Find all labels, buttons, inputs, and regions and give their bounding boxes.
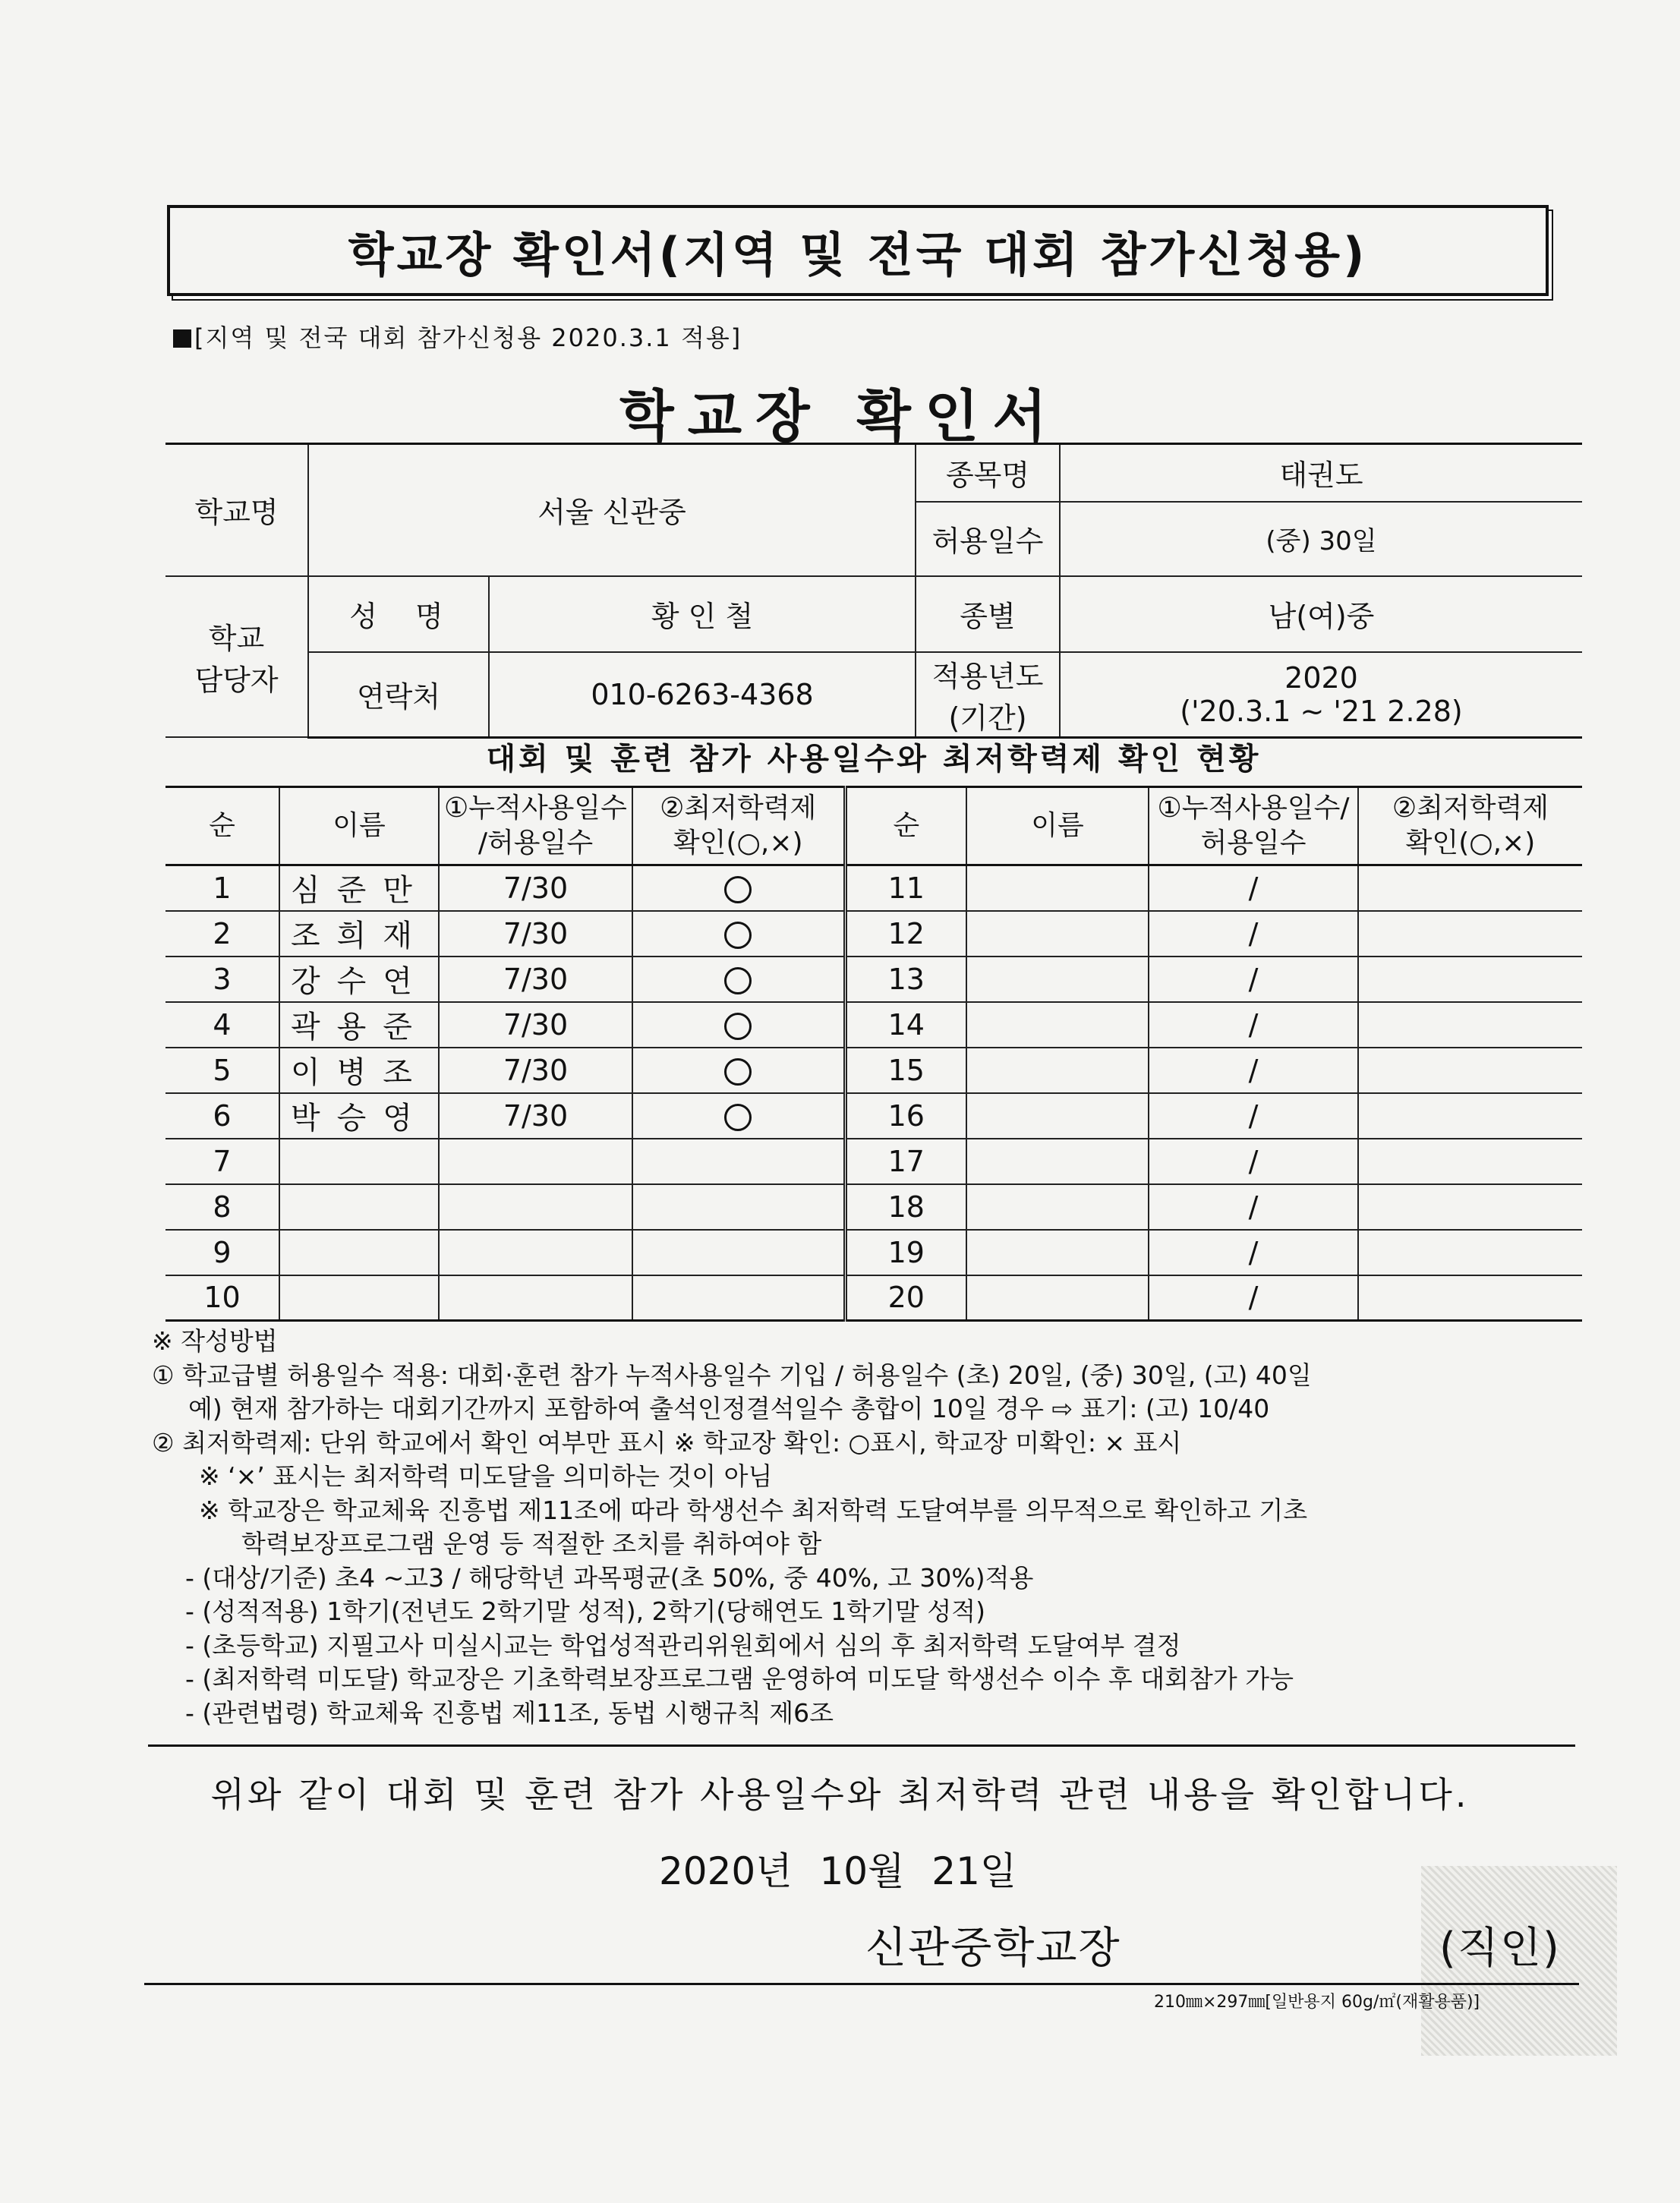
row-number: 3 — [165, 957, 279, 1002]
row-number: 19 — [845, 1230, 966, 1275]
note-item: - (성적적용) 1학기(전년도 2학기말 성적), 2학기(당해연도 1학기말 성적) — [185, 1596, 986, 1626]
min-achievement-mark — [1358, 1093, 1582, 1139]
cumulative-days: / — [1149, 957, 1358, 1002]
row-number: 16 — [845, 1093, 966, 1139]
cumulative-days: / — [1149, 1275, 1358, 1321]
row-number: 14 — [845, 1002, 966, 1048]
min-achievement-mark — [1358, 1002, 1582, 1048]
student-name — [966, 957, 1149, 1002]
student-name — [279, 1139, 439, 1184]
header-min-left-line2: 확인(○,×) — [673, 827, 803, 859]
note-item: ※ ‘×’ 표시는 최저학력 미도달을 의미하는 것이 아님 — [199, 1461, 773, 1491]
min-achievement-mark — [1358, 1184, 1582, 1230]
main-title: 학교장 확인서 — [619, 384, 1061, 449]
header-days-right — [1149, 787, 1358, 865]
header-min-left — [632, 787, 845, 865]
status-table-body — [165, 865, 1582, 1321]
row-number: 7 — [165, 1139, 279, 1184]
note-item: 예) 현재 참가하는 대회기간까지 포함하여 출석인정결석일수 총합이 10일 경우 ⇨ 표기: (고) 10/40 — [188, 1394, 1270, 1423]
school-name-label: 학교명 — [165, 444, 308, 576]
staff-name-value: 황 인 철 — [489, 576, 916, 652]
min-achievement-mark — [1358, 1048, 1582, 1093]
sport-label: 종목명 — [916, 444, 1060, 502]
row-number: 15 — [845, 1048, 966, 1093]
cumulative-days — [439, 1275, 632, 1321]
row-number: 1 — [165, 865, 279, 911]
row-number: 11 — [845, 865, 966, 911]
gender-value: 남(여)중 — [1060, 576, 1582, 652]
table-row — [165, 1002, 1582, 1048]
min-achievement-mark — [632, 1048, 845, 1093]
min-achievement-mark — [632, 865, 845, 911]
header-days-right-line1: ①누적사용일수/ — [1157, 793, 1350, 824]
student-name — [966, 911, 1149, 957]
cumulative-days: 7/30 — [439, 1048, 632, 1093]
table-row — [165, 1048, 1582, 1093]
status-section-title: 대회 및 훈련 참가 사용일수와 최저학력제 확인 현황 — [486, 742, 1262, 777]
student-name: 곽용준 — [279, 1002, 439, 1048]
issue-date: 2020년 10월 21일 — [659, 1849, 1017, 1893]
year-label-line1: 적용년도 — [931, 659, 1044, 693]
sport-value: 태권도 — [1060, 444, 1582, 502]
staff-label — [165, 576, 308, 738]
cumulative-days: / — [1149, 1002, 1358, 1048]
row-number: 8 — [165, 1184, 279, 1230]
min-achievement-mark — [632, 1230, 845, 1275]
cumulative-days: 7/30 — [439, 911, 632, 957]
cumulative-days: 7/30 — [439, 865, 632, 911]
table-row — [165, 865, 1582, 911]
min-achievement-mark — [1358, 865, 1582, 911]
min-achievement-mark — [1358, 911, 1582, 957]
cumulative-days — [439, 1184, 632, 1230]
min-achievement-mark — [1358, 1139, 1582, 1184]
staff-name-label: 성 명 — [308, 576, 489, 652]
row-number: 17 — [845, 1139, 966, 1184]
student-name — [966, 1275, 1149, 1321]
circle-mark-icon — [724, 1058, 752, 1086]
header-no-left: 순 — [165, 787, 279, 865]
school-info-table — [165, 443, 1582, 739]
note-item: - (대상/기준) 초4 ~고3 / 해당학년 과목평균(초 50%, 중 40%, 고 30%)적용 — [185, 1562, 1034, 1593]
min-achievement-mark — [632, 957, 845, 1002]
student-name — [279, 1184, 439, 1230]
min-achievement-mark — [632, 1093, 845, 1139]
staff-label-line1: 학교 — [208, 621, 265, 655]
cumulative-days: / — [1149, 1184, 1358, 1230]
school-name-value: 서울 신관중 — [308, 444, 916, 576]
header-name-left: 이름 — [279, 787, 439, 865]
student-name — [966, 1093, 1149, 1139]
student-name — [966, 1048, 1149, 1093]
table-row — [165, 1093, 1582, 1139]
official-seal-label: (직인) — [1439, 1924, 1561, 1973]
min-achievement-mark — [632, 1139, 845, 1184]
header-name-right: 이름 — [966, 787, 1149, 865]
table-row — [165, 1139, 1582, 1184]
row-number: 18 — [845, 1184, 966, 1230]
row-number: 13 — [845, 957, 966, 1002]
square-bullet-icon — [173, 329, 191, 348]
year-label-line2: (기간) — [948, 701, 1027, 735]
table-row — [165, 957, 1582, 1002]
cumulative-days: / — [1149, 865, 1358, 911]
student-name — [966, 1230, 1149, 1275]
allowed-days-label: 허용일수 — [916, 502, 1060, 576]
student-name — [279, 1230, 439, 1275]
cumulative-days: 7/30 — [439, 1002, 632, 1048]
header-min-left-line1: ②최저학력제 — [660, 793, 817, 824]
cumulative-days: / — [1149, 1093, 1358, 1139]
cumulative-days: / — [1149, 1048, 1358, 1093]
circle-mark-icon — [724, 1104, 752, 1131]
header-min-right — [1358, 787, 1582, 865]
staff-label-line2: 담당자 — [194, 663, 279, 697]
header-days-right-line2: 허용일수 — [1200, 827, 1306, 859]
divider — [148, 1744, 1575, 1747]
table-row — [165, 1275, 1582, 1321]
row-number: 2 — [165, 911, 279, 957]
student-name: 이병조 — [279, 1048, 439, 1093]
note-item: 학력보장프로그램 운영 등 적절한 조치를 취하여야 함 — [241, 1529, 822, 1558]
cumulative-days — [439, 1139, 632, 1184]
header-days-left — [439, 787, 632, 865]
min-achievement-mark — [632, 911, 845, 957]
row-number: 4 — [165, 1002, 279, 1048]
cumulative-days — [439, 1230, 632, 1275]
note-item: ① 학교급별 허용일수 적용: 대회·훈련 참가 누적사용일수 기입 / 허용일수 (초) 20일, (중) 30일, (고) 40일 — [152, 1360, 1312, 1390]
header-min-right-line1: ②최저학력제 — [1392, 793, 1549, 824]
contact-label: 연락처 — [308, 652, 489, 738]
circle-mark-icon — [724, 876, 752, 903]
student-name — [966, 1139, 1149, 1184]
cumulative-days: 7/30 — [439, 957, 632, 1002]
principal-name: 신관중학교장 — [865, 1924, 1121, 1973]
header-min-right-line2: 확인(○,×) — [1405, 827, 1536, 859]
row-number: 9 — [165, 1230, 279, 1275]
confirmation-statement: 위와 같이 대회 및 훈련 참가 사용일수와 최저학력 관련 내용을 확인합니다. — [210, 1774, 1470, 1815]
student-name: 강수연 — [279, 957, 439, 1002]
student-name: 조희재 — [279, 911, 439, 957]
table-row — [165, 1184, 1582, 1230]
bottom-divider — [144, 1983, 1579, 1985]
cumulative-days: / — [1149, 911, 1358, 957]
year-label — [916, 652, 1060, 738]
header-no-right: 순 — [845, 787, 966, 865]
student-name: 박승영 — [279, 1093, 439, 1139]
cumulative-days: / — [1149, 1139, 1358, 1184]
circle-mark-icon — [724, 1013, 752, 1040]
contact-value: 010-6263-4368 — [489, 652, 916, 738]
cumulative-days: / — [1149, 1230, 1358, 1275]
student-name — [279, 1275, 439, 1321]
header-days-left-line2: /허용일수 — [478, 827, 594, 859]
period-value: ('20.3.1 ~ '21 2.28) — [1180, 694, 1463, 728]
row-number: 6 — [165, 1093, 279, 1139]
row-number: 20 — [845, 1275, 966, 1321]
year-value — [1060, 652, 1582, 738]
allowed-days-value: (중) 30일 — [1060, 502, 1582, 576]
min-achievement-mark — [1358, 957, 1582, 1002]
gender-label: 종별 — [916, 576, 1060, 652]
min-achievement-mark — [632, 1184, 845, 1230]
writing-instructions — [152, 1325, 1579, 1730]
min-achievement-mark — [1358, 1230, 1582, 1275]
note-item: - (초등학교) 지필고사 미실시교는 학업성적관리위원회에서 심의 후 최저학력 도달여부 결정 — [185, 1630, 1181, 1660]
note-item: - (최저학력 미도달) 학교장은 기초학력보장프로그램 운영하여 미도달 학생선수 이수 후 대회참가 가능 — [185, 1664, 1294, 1694]
min-achievement-mark — [632, 1275, 845, 1321]
notes-heading: ※ 작성방법 — [152, 1326, 278, 1356]
paper-spec: 210㎜×297㎜[일반용지 60g/㎡(재활용품)] — [1154, 1993, 1480, 2012]
student-name: 심준만 — [279, 865, 439, 911]
note-item: ※ 학교장은 학교체육 진흥법 제11조에 따라 학생선수 최저학력 도달여부를 의무적으로 확인하고 기초 — [199, 1495, 1308, 1525]
document-title-box — [167, 205, 1549, 296]
participation-status-table — [165, 786, 1582, 1322]
student-name — [966, 865, 1149, 911]
year-value-line1: 2020 — [1284, 660, 1358, 695]
min-achievement-mark — [1358, 1275, 1582, 1321]
student-name — [966, 1184, 1149, 1230]
circle-mark-icon — [724, 967, 752, 994]
form-version-note — [173, 319, 742, 354]
document-title: 학교장 확인서(지역 및 전국 대회 참가신청용) — [348, 226, 1368, 282]
header-days-left-line1: ①누적사용일수 — [444, 793, 627, 824]
note-item: - (관련법령) 학교체육 진흥법 제11조, 동법 시행규칙 제6조 — [185, 1697, 834, 1728]
row-number: 10 — [165, 1275, 279, 1321]
circle-mark-icon — [724, 922, 752, 949]
student-name — [966, 1002, 1149, 1048]
row-number: 5 — [165, 1048, 279, 1093]
table-row — [165, 1230, 1582, 1275]
cumulative-days: 7/30 — [439, 1093, 632, 1139]
row-number: 12 — [845, 911, 966, 957]
note-item: ② 최저학력제: 단위 학교에서 확인 여부만 표시 ※ 학교장 확인: ○표시, 학교장 미확인: × 표시 — [152, 1427, 1182, 1458]
min-achievement-mark — [632, 1002, 845, 1048]
table-row — [165, 911, 1582, 957]
form-version-text: [지역 및 전국 대회 참가신청용 2020.3.1 적용] — [194, 323, 742, 352]
